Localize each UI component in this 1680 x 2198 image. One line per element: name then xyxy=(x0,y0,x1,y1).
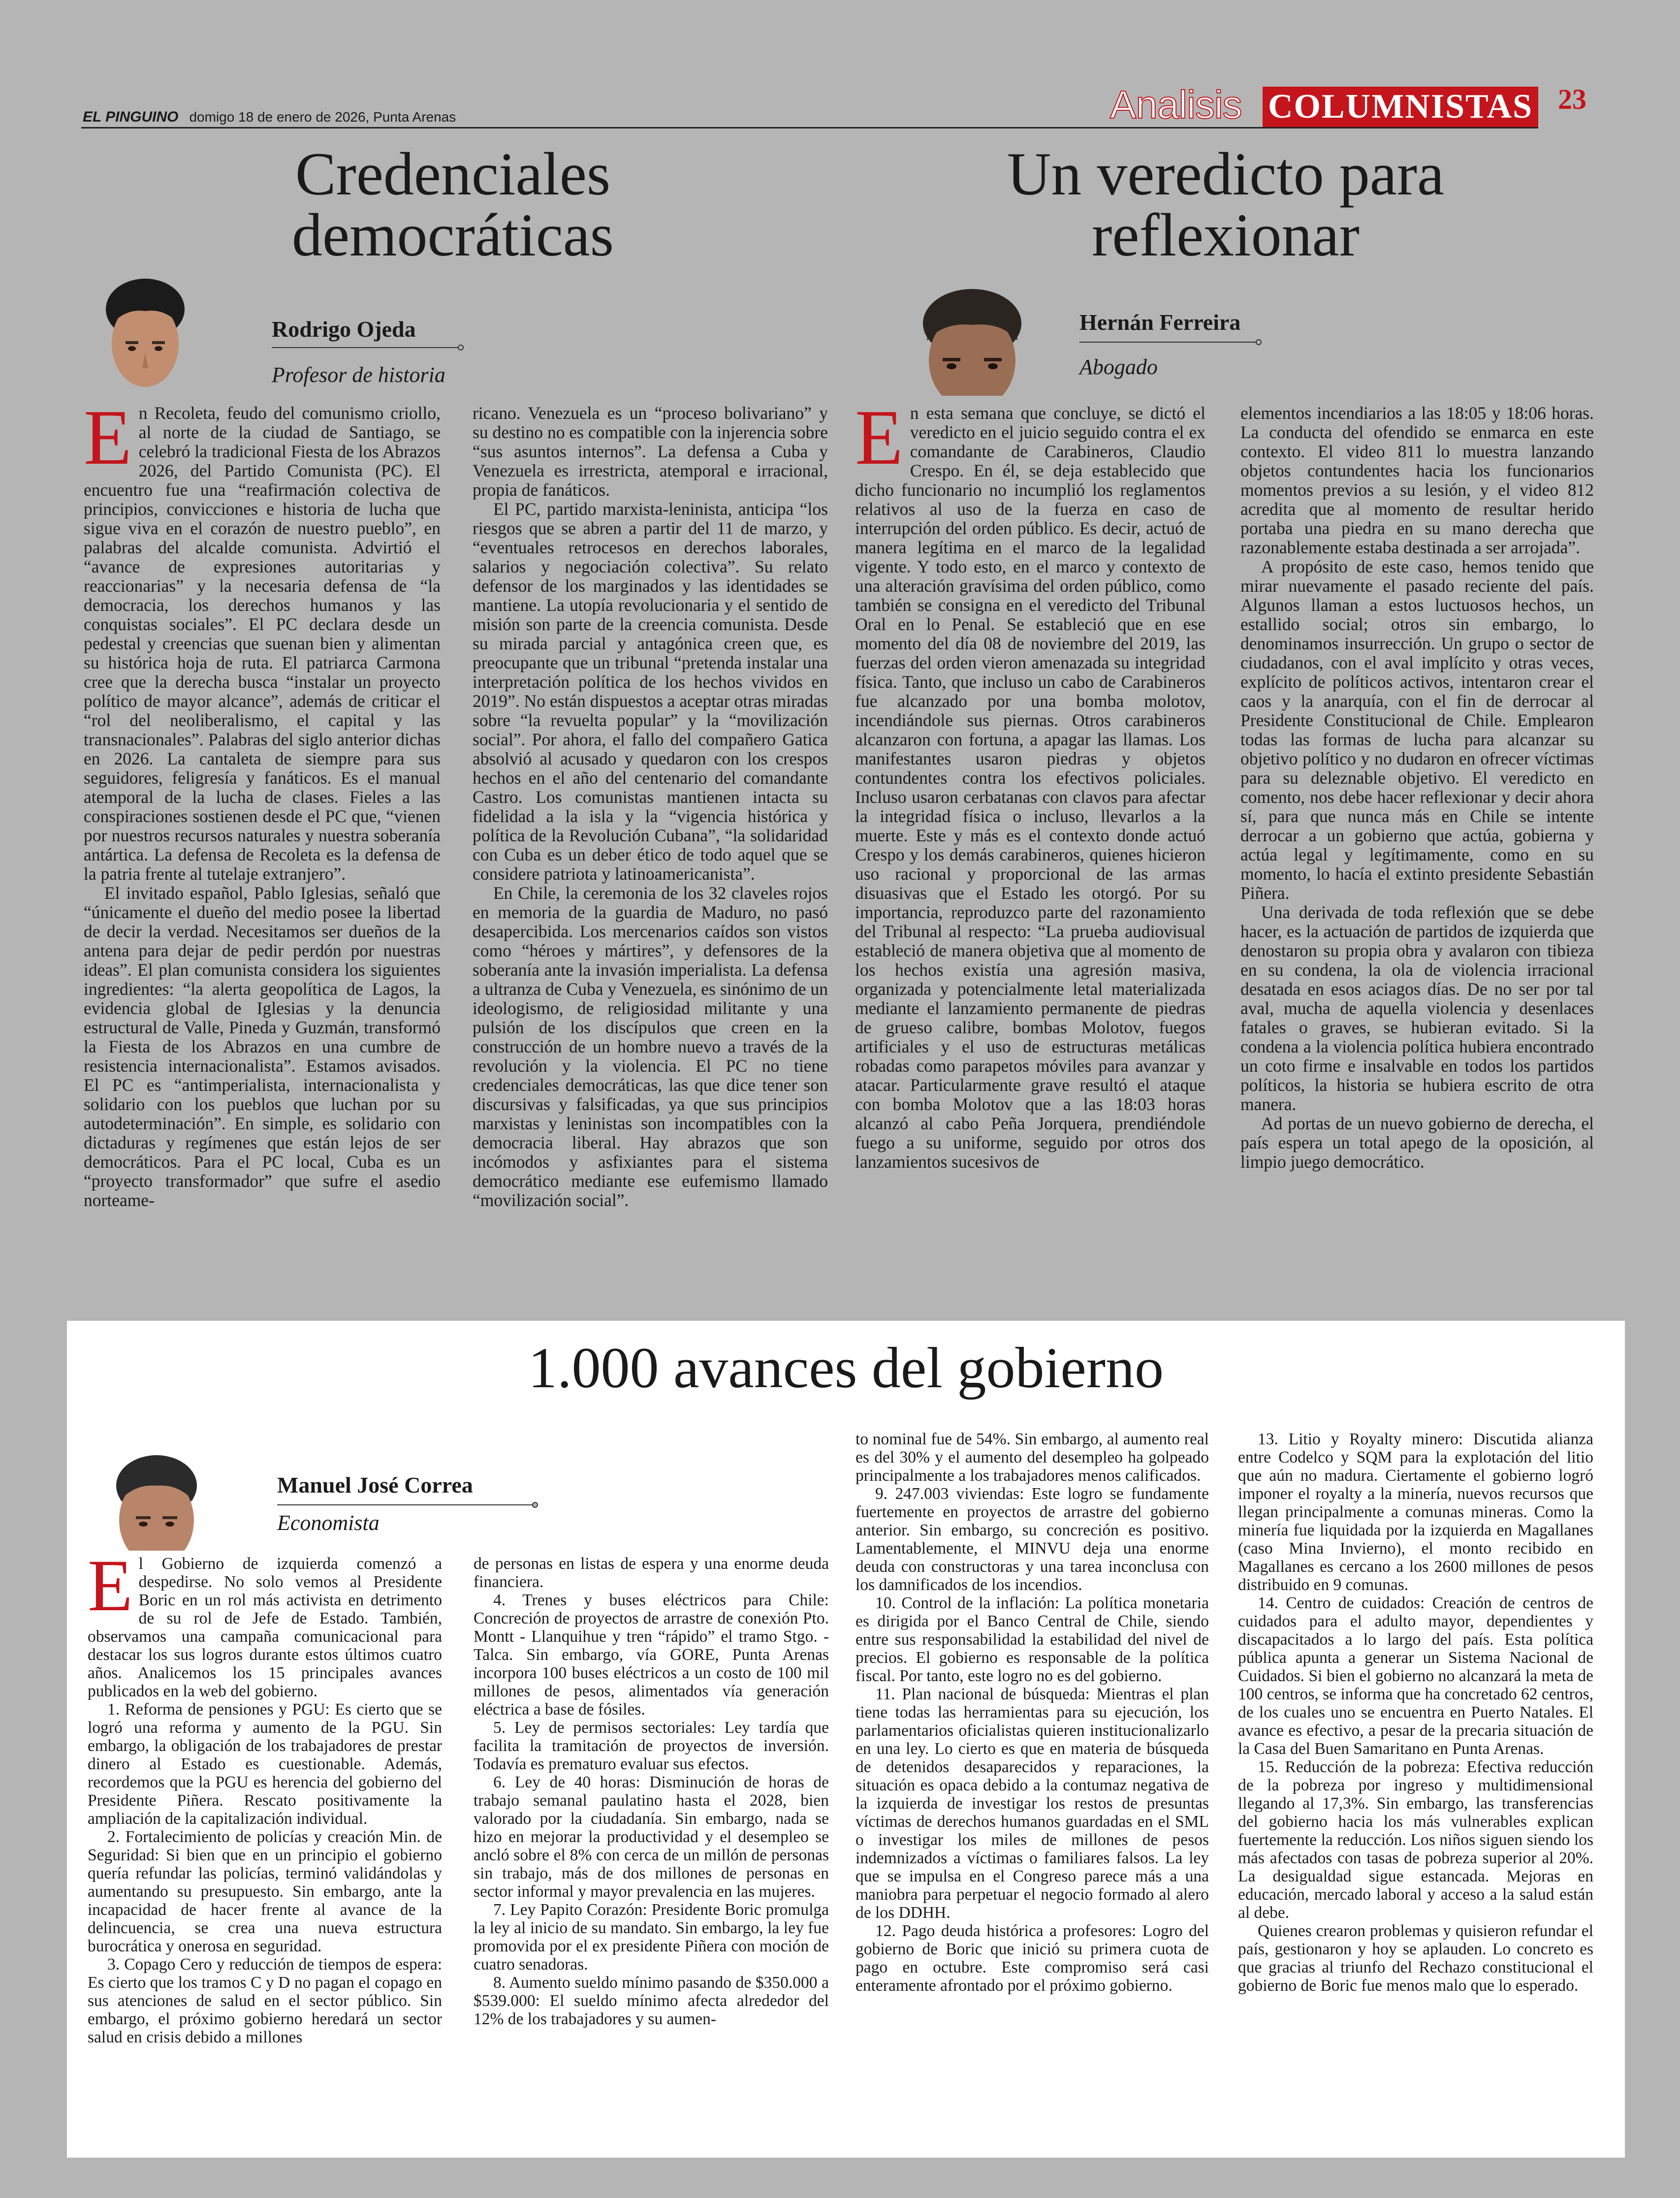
byline-rule xyxy=(277,1504,533,1505)
section-kicker: Analisis xyxy=(1110,83,1242,127)
header-rule xyxy=(81,127,1538,128)
article3-title: 1.000 avances del gobierno xyxy=(528,1336,1164,1400)
paragraph: 2. Fortalecimiento de policías y creación Min. de Seguridad: Si bien que en un principio el gobierno quería refundar las policías, terminó validándolas y aumentando su presupuesto. Sin embargo, ante la incapacidad de hacer frente al avance de la delincuencia, se crea una nueva estructura burocrática y onerosa en seguridad. xyxy=(88,1828,442,1955)
paragraph: 11. Plan nacional de búsqueda: Mientras el plan tiene todas las herramientas para su ejecución, los parlamentarios oficialistas quieren institucionalizarlo en una ley. Lo cierto es que en materia de búsqueda de detenidos desaparecidos y reparaciones, la situación es opaca debido a la contumaz negativa de la izquierda de investigar los restos de presuntas víctimas de derechos humanos guardadas en el SML o investigar los miles de millones de pesos indemnizados a víctimas o familiares falsos. La ley que se impulsa en el Congreso parece más a una maniobra para perpetuar el negocio formado al alero de los DDHH. xyxy=(856,1685,1209,1922)
paragraph: 7. Ley Papito Corazón: Presidente Boric promulga la ley al inicio de su mandato. Sin embargo, la ley fue promovida por el ex presidente Piñera con moción de cuatro senadoras. xyxy=(474,1901,829,1974)
author-photo-hernan-ferreira xyxy=(908,277,1036,396)
paragraph: 13. Litio y Royalty minero: Discutida alianza entre Codelco y SQM para la explotación del litio que aún no madura. Ciertamente el gobierno logró imponer el royalty a la minería, nuevos recursos que llegan principalmente a comunas mineras. Como la minería fue liquidada por la izquierda en Magallanes (caso Mina Invierno), el monto recibido en Magallanes es cercano a los 2600 millones de pesos distribuido en 9 comunas. xyxy=(1238,1430,1593,1594)
article2-title-line1: Un veredicto para xyxy=(1007,140,1445,208)
paragraph: 5. Ley de permisos sectoriales: Ley tardía que facilita la tramitación de proyectos de inversión. Todavía es prematuro evaluar sus efectos. xyxy=(474,1719,829,1773)
paragraph xyxy=(84,393,441,884)
paragraph-text: l Gobierno de izquierda comenzó a despedirse. No solo vemos al Presidente Boric en un rol más activista en detrimento de su rol de Jefe de Estado. También, observamos una campaña comunicacional para destacar los sus logros durante estos últimos cuatro años. Analicemos los 15 principales avances publicados en la web del gobierno. xyxy=(88,1555,442,1700)
byline-rule xyxy=(1079,342,1257,343)
paragraph: 8. Aumento sueldo mínimo pasando de $350.000 a $539.000: El sueldo mínimo afecta alrededor del 12% de los trabajadores y su aumen- xyxy=(474,1974,829,2028)
author-role: Profesor de historia xyxy=(272,363,445,387)
dateline: domigo 18 de enero de 2026, Punta Arenas xyxy=(189,109,456,125)
author-role: Economista xyxy=(277,1511,380,1535)
article3-column-4 xyxy=(1238,1430,1593,1995)
paragraph: Quienes crearon problemas y quisieron refundar el país, gestionaron y hoy se aplauden. Lo concreto es que gracias al triunfo del Rechazo constitucional el gobierno de Boric fue menos malo que lo esperado. xyxy=(1238,1922,1593,1995)
article2-title xyxy=(935,140,1516,269)
paragraph: 15. Reducción de la pobreza: Efectiva reducción de la pobreza por ingreso y multidimensional llegando al 17,3%. Sin embargo, las transferencias del gobierno hacia los más vulnerables explican fuertemente la reducción. Los niños siguen siendo los más afectados con tasas de pobreza superior al 20%. La desigualdad sigue estancada. Mejoras en educación, mercado laboral y acceso a la salud están al debe. xyxy=(1238,1758,1593,1922)
article3-column-2 xyxy=(474,1555,829,2028)
paragraph: elementos incendiarios a las 18:05 y 18:06 horas. La conducta del ofendido se enmarca en este contexto. El video 811 lo muestra lanzando objetos contundentes hacia los funcionarios momentos previos a su lesión, y el video 812 acredita que al momento de resultar herido portaba una piedra en su mano derecha que razonablemente estaba destinada a ser arrojada”. xyxy=(1240,403,1594,557)
article3-column-1 xyxy=(88,1545,442,2046)
article2-column-1 xyxy=(855,393,1205,1172)
article2-column-2 xyxy=(1240,404,1594,1172)
paragraph: 14. Centro de cuidados: Creación de centros de cuidados para el adulto mayor, dependientes y discapacitados a lo largo del país. Esta política pública apunta a generar un Sistema Nacional de Cuidados. Si bien el gobierno no alcanzará la meta de 100 centros, se informa que ha concretado 62 centros, de los cuales uno se encuentra en Puerto Natales. El avance es efectivo, a pesar de la precaria situación de la Casa del Buen Samaritano en Punta Arenas. xyxy=(1238,1594,1593,1758)
page-number: 23 xyxy=(1558,83,1586,115)
paragraph: 12. Pago deuda histórica a profesores: Logro del gobierno de Boric que inició su primera cuota de pago en octubre. Este compromiso será casi enteramente afrontado por el próximo gobierno. xyxy=(856,1922,1209,1995)
paragraph-text: n Recoleta, feudo del comunismo criollo, al norte de la ciudad de Santiago, se celebró la tradicional Fiesta de los Abrazos 2026, del Partido Comunista (PC). El encuentro fue una “reafirmación colectiva de principios, convicciones e historia de lucha que sigue viva en el corazón de nuestro pueblo”, en palabras del alcalde comunista. Advirtió el “avance de expresiones autoritarias y reaccionarias” y la necesaria defensa de “la democracia, los derechos humanos y las conquistas sociales”. El PC declara desde un pedestal y creencias que suenan bien y alimentan su histórica hoja de ruta. El patriarca Carmona cree que la derecha busca “instalar un proyecto político de mayor alcance”, además de criticar el “rol del neoliberalismo, el capital y las transnacionales”. Palabras del siglo anterior dichas en 2026. La cantaleta de siempre para sus seguidores, feligresía y fanáticos. Es el manual atemporal de la lucha de clases. Fieles a las conspiraciones sostienen desde el PC que, “vienen por nuestros recursos naturales y nuestra soberanía antártica. La defensa de Recoleta es la defensa de la patria frente al tutelaje extranjero”. xyxy=(84,403,441,884)
paragraph xyxy=(88,1545,442,1700)
paragraph: En Chile, la ceremonia de los 32 claveles rojos en memoria de la guardia de Maduro, no pasó desapercibida. Los mercenarios caídos son vistos como “héroes y mártires”, y defensores de la soberanía ante la invasión imperialista. La defensa a ultranza de Cuba y Venezuela, es sinónimo de un ideologismo, de religiosidad militante y una pulsión de los discípulos que creen en la construcción de un hombre nuevo a través de la revolución y la violencia. El PC no tiene credenciales democráticas, las que dice tener son discursivas y falsificadas, ya que sus principios marxistas y leninistas son incompatibles con la democracia liberal. Hay abrazos que son incómodos y asfixiantes para el sistema democrático mediante ese eufemismo llamado “movilización social”. xyxy=(473,883,828,1210)
paragraph-text: n esta semana que concluye, se dictó el veredicto en el juicio seguido contra el ex comandante de Carabineros, Claudio Crespo. En él, se deja establecido que dicho funcionario no incumplió los reglamentos relativos al uso de la fuerza en caso de interrupción del orden público. Es decir, actuó de manera legítima en el marco de la legalidad vigente. Y todo esto, en el marco y contexto de una alteración gravísima del orden público, como también se consigna en el veredicto del Tribunal Oral en lo Penal. Se estableció que en ese momento del día 08 de noviembre del 2019, las fuerzas del orden vieron amenazada su integridad física. Tanto, que incluso un cabo de Carabineros fue alcanzado por una bomba molotov, incendiándole sus piernas. Otros carabineros alcanzaron con fortuna, a apagar las llamas. Los manifestantes usaron piedras y objetos contundentes contra los efectivos policiales. Incluso usaron cerbatanas con clavos para afectar la integridad física o incluso, llevarlos a la muerte. Este y más es el contexto donde actuó Crespo y los demás carabineros, quienes hicieron uso racional y proporcional de las armas disuasivas que el Estado les otorgó. Por su importancia, reproduzco parte del razonamiento del Tribunal al respecto: “La prueba audiovisual estableció de manera objetiva que al momento de los hechos existía una agresión masiva, organizada y potencialmente letal materializada mediante el lanzamiento permanente de piedras de grueso calibre, bombas Molotov, fuegos artificiales y el uso de estructuras metálicas robadas como parapetos móviles para avanzar y atacar. Particularmente grave resultó el ataque con bomba Molotov que a las 18:03 horas alcanzó al cabo Peña Jorquera, prendiéndole fuego a su uniforme, seguido por otros dos lanzamientos sucesivos de xyxy=(855,403,1205,1172)
article1-title xyxy=(212,140,694,269)
paragraph: 4. Trenes y buses eléctricos para Chile: Concreción de proyectos de arrastre de conexión Pto. Montt - Llanquihue y tren “rápido” el tramo Stgo. - Talca. Sin embargo, vía GORE, Punta Arenas incorpora 100 buses eléctricos a un costo de 100 mil millones de pesos, alimentados vía generación eléctrica a base de fósiles. xyxy=(474,1591,829,1719)
author-photo-manuel-jose-correa xyxy=(107,1441,206,1551)
article3-column-3 xyxy=(856,1430,1209,1995)
author-name: Manuel José Correa xyxy=(277,1472,473,1497)
article1-column-2 xyxy=(473,404,828,1210)
author-photo-rodrigo-ojeda xyxy=(101,270,190,388)
drop-cap: E xyxy=(855,393,903,481)
byline-rule xyxy=(272,347,459,348)
article2-title-line2: reflexionar xyxy=(1092,201,1360,269)
drop-cap: E xyxy=(84,393,132,481)
paragraph: 10. Control de la inflación: La política monetaria es dirigida por el Banco Central de Chile, siendo entre sus responsabilidad la estabilidad del nivel de precios. El gobierno es responsable de la política fiscal. Por tanto, este logro no es del gobierno. xyxy=(856,1594,1209,1685)
paragraph: A propósito de este caso, hemos tenido que mirar nuevamente el pasado reciente del país. Algunos llaman a estos luctuosos hechos, un estallido social; otros sin embargo, lo denominamos insurrección. Un grupo o sector de ciudadanos, con el aval implícito y otras veces, explícito de políticos activos, intentaron crear el caos y la anarquía, con el fin de derrocar al Presidente Constitucional de Chile. Emplearon todas las formas de lucha para alcanzar su objetivo político y no dudaron en ofrecer víctimas para su deleznable objetivo. El veredicto en comento, nos debe hacer reflexionar y decir ahora sí, para que nunca más en Chile se intente derrocar a un gobierno que actúa, gobierna y actúa legal y legítimamente, como en su momento, lo hacía el extinto presidente Sebastián Piñera. xyxy=(1240,557,1594,903)
paragraph: 9. 247.003 viviendas: Este logro se fundamente fuertemente en proyectos de arrastre del gobierno anterior. Sin embargo, su concreción es positivo. Lamentablemente, el MINVU deja una enorme deuda con constructoras y una tarea inconclusa con los damnificados de los incendios. xyxy=(856,1485,1209,1594)
section-label: COLUMNISTAS xyxy=(1263,87,1538,127)
masthead xyxy=(83,107,456,127)
author-name: Rodrigo Ojeda xyxy=(272,317,416,342)
paragraph: Una derivada de toda reflexión que se debe hacer, es la actuación de partidos de izquierda que denostaron su propia obra y avalaron con tibieza en su condena, la ola de violencia irracional desatada en esos aciagos días. De no ser por tal aval, mucha de aquella violencia y desenlaces fatales o graves, se hubieran evitado. Si la condena a la violencia política hubiera encontrado un coto firme e insalvable en todos los partidos políticos, la historia se hubiera escrito de otra manera. xyxy=(1240,902,1594,1114)
paragraph: to nominal fue de 54%. Sin embargo, al aumento real es del 30% y el aumento del desempleo ha golpeado principalmente a los trabajadores menos calificados. xyxy=(856,1430,1209,1485)
paragraph: El invitado español, Pablo Iglesias, señaló que “únicamente el dueño del medio posee la libertad de decir la verdad. Necesitamos ser dueños de la antena para dejar de pedir perdón por nuestras ideas”. El plan comunista considera los siguientes ingredientes: “la alerta geopolítica de Lagos, la evidencia global de Iglesias y la denuncia estructural de Valle, Pineda y Guzmán, transformó la Fiesta de los Abrazos en una cumbre de resistencia internacionalista”. Estamos avisados. El PC es “antimperialista, internacionalista y solidario con los pueblos que luchan por su autodeterminación”. En simple, es solidario con dictaduras y regímenes que están lejos de ser democráticos. Para el PC local, Cuba es un “proyecto transformador” que sufre el asedio norteame- xyxy=(84,883,441,1210)
paragraph: 1. Reforma de pensiones y PGU: Es cierto que se logró una reforma y aumento de la PGU. Sin embargo, la obligación de los trabajadores de prestar dinero al Estado es cuestionable. Además, recordemos que la PGU es herencia del gobierno del Presidente Piñera. Rescato positivamente la ampliación de la capitalización individual. xyxy=(88,1700,442,1828)
paragraph: 3. Copago Cero y reducción de tiempos de espera: Es cierto que los tramos C y D no pagan el copago en sus atenciones de salud en el sector público. Sin embargo, el próximo gobierno heredará un sector salud en crisis debido a millones xyxy=(88,1955,442,2046)
article1-title-line1: Credenciales xyxy=(295,140,611,208)
publication-name: EL PINGUINO xyxy=(83,109,179,125)
paragraph: 6. Ley de 40 horas: Disminución de horas de trabajo semanal paulatino hasta el 2028, bien valorado por la ciudadanía. Sin embargo, nada se hizo en mejorar la productividad y el desempleo se ancló sobre el 8% con cerca de un millón de personas sin trabajo, más de dos millones de personas en sector informal y mayor prevalencia en las mujeres. xyxy=(474,1773,829,1901)
paragraph: Ad portas de un nuevo gobierno de derecha, el país espera un total apego de la oposición, al limpio juego democrático. xyxy=(1240,1114,1594,1172)
author-role: Abogado xyxy=(1079,355,1158,379)
drop-cap: E xyxy=(88,1545,133,1626)
article1-title-line2: democráticas xyxy=(291,201,614,269)
author-name: Hernán Ferreira xyxy=(1079,310,1241,335)
paragraph: El PC, partido marxista-leninista, anticipa “los riesgos que se abren a partir del 11 de marzo, y “eventuales retrocesos en derechos laborales, salarios y negociación colectiva”. Su relato defensor de los marginados y las identidades se mantiene. La utopía revolucionaria y el sentido de misión son parte de la creencia comunista. Desde su mirada parcial y antagónica creen que, es preocupante que un tribunal “pretenda instalar una interpretación política de los hechos vividos en 2019”. No están dispuestos a aceptar otras miradas sobre “la revuelta popular” y la “movilización social”. Por ahora, el fallo del compañero Gatica absolvió al acusado y quedaron con los crespos hechos en el año del centenario del comandante Castro. Los comunistas mantienen intacta su fidelidad a la isla y la “vigencia histórica y política de la Revolución Cubana”, “la solidaridad con Cuba es un deber ético de todo aquel que se considere patriota y latinoamericanista”. xyxy=(473,499,828,884)
paragraph xyxy=(855,393,1205,1172)
paragraph: de personas en listas de espera y una enorme deuda financiera. xyxy=(474,1555,829,1591)
article1-column-1 xyxy=(84,393,441,1210)
paragraph: ricano. Venezuela es un “proceso bolivariano” y su destino no es compatible con la injerencia sobre “sus asuntos internos”. La defensa a Cuba y Venezuela es irrestricta, atemporal e irracional, propia de fanáticos. xyxy=(473,403,828,500)
